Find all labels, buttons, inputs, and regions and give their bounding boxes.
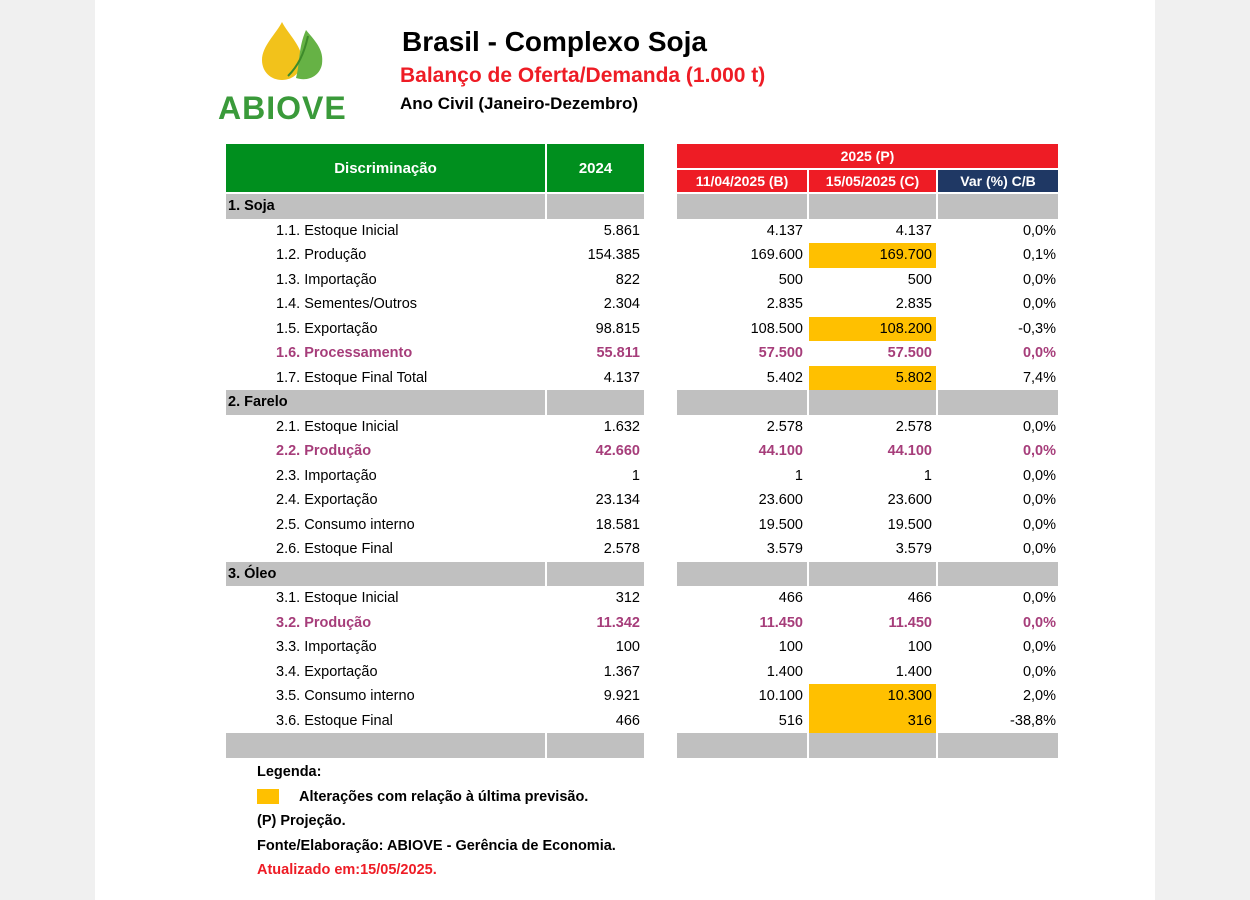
value-b: 57.500	[758, 345, 803, 362]
footer-fill-label	[226, 733, 545, 758]
value-var: 7,4%	[1022, 369, 1056, 386]
value-b: 44.100	[758, 443, 803, 460]
value-b: 23.600	[758, 492, 803, 509]
value-var: -0,3%	[1018, 320, 1056, 337]
row-label: 2.6. Estoque Final	[276, 541, 393, 558]
row-label: 2.3. Importação	[276, 467, 377, 484]
section-fill-b	[677, 562, 807, 587]
table-row	[226, 635, 1058, 660]
value-2024: 100	[615, 639, 640, 656]
value-var: 0,0%	[1022, 492, 1056, 509]
footer-fill-2024	[547, 733, 644, 758]
legend-changes	[257, 785, 616, 810]
value-var: 0,0%	[1022, 345, 1056, 362]
value-c: 44.100	[887, 443, 932, 460]
header-2025: 2025 (P)	[677, 144, 1058, 168]
value-var: 0,0%	[1022, 296, 1056, 313]
table-row	[226, 341, 1058, 366]
value-c: 19.500	[887, 516, 932, 533]
logo-wordmark: ABIOVE	[218, 90, 347, 126]
value-2024: 11.342	[596, 614, 640, 631]
highlight-swatch	[257, 789, 279, 804]
section-fill-var	[938, 390, 1058, 415]
value-c: 500	[907, 271, 932, 288]
row-label: 1.7. Estoque Final Total	[276, 369, 428, 386]
section-fill-var	[938, 562, 1058, 587]
value-2024: 42.660	[595, 443, 640, 460]
row-label: 2.5. Consumo interno	[276, 516, 415, 533]
value-c: 2.578	[895, 418, 932, 435]
value-c: 466	[907, 590, 932, 607]
table-row	[226, 243, 1058, 268]
value-b: 3.579	[766, 541, 803, 558]
footer-fill-var	[938, 733, 1058, 758]
drop-leaf-icon	[258, 20, 328, 84]
row-label: 1.2. Produção	[276, 247, 367, 264]
table-row	[226, 366, 1058, 391]
table-row	[226, 439, 1058, 464]
value-2024: 1.632	[603, 418, 640, 435]
abiove-logo	[218, 20, 358, 126]
value-b: 5.402	[766, 369, 803, 386]
value-var: 0,0%	[1022, 222, 1056, 239]
legend-updated: Atualizado em:15/05/2025.	[257, 862, 437, 879]
value-c: 3.579	[895, 541, 932, 558]
value-var: -38,8%	[1010, 712, 1056, 729]
section-fill-c	[809, 194, 936, 219]
value-b: 500	[778, 271, 803, 288]
value-2024: 2.304	[603, 296, 640, 313]
section-fill-b	[677, 390, 807, 415]
value-b: 516	[778, 712, 803, 729]
value-2024: 4.137	[603, 369, 640, 386]
value-2024: 466	[615, 712, 640, 729]
row-label: 3.1. Estoque Inicial	[276, 590, 399, 607]
value-b: 100	[778, 639, 803, 656]
table-row	[226, 513, 1058, 538]
value-var: 0,0%	[1022, 663, 1056, 680]
value-b: 11.450	[759, 614, 803, 631]
value-b: 10.100	[758, 688, 803, 705]
value-2024: 1	[631, 467, 640, 484]
header-col-c: 15/05/2025 (C)	[809, 170, 936, 192]
value-2024: 23.134	[595, 492, 640, 509]
row-label: 1.5. Exportação	[276, 320, 378, 337]
value-c: 1	[923, 467, 932, 484]
table-row	[226, 415, 1058, 440]
header-col-var: Var (%) C/B	[938, 170, 1058, 192]
row-label: 3.3. Importação	[276, 639, 377, 656]
value-b: 108.500	[750, 320, 803, 337]
section-fill-2024	[547, 390, 644, 415]
legend-source: Fonte/Elaboração: ABIOVE - Gerência de Economia.	[257, 837, 616, 854]
value-var: 0,1%	[1022, 247, 1056, 264]
value-var: 0,0%	[1022, 541, 1056, 558]
section-fill-2024	[547, 562, 644, 587]
value-var: 0,0%	[1022, 467, 1056, 484]
table-row	[226, 660, 1058, 685]
value-c: 57.500	[887, 345, 932, 362]
legend	[257, 760, 616, 883]
value-b: 2.835	[766, 296, 803, 313]
row-label: 2.4. Exportação	[276, 492, 378, 509]
value-b: 1.400	[766, 663, 803, 680]
table-row	[226, 464, 1058, 489]
table-row	[226, 611, 1058, 636]
section-fill-2024	[547, 194, 644, 219]
value-2024: 2.578	[603, 541, 640, 558]
period-label: Ano Civil (Janeiro-Dezembro)	[400, 94, 639, 113]
table-row	[226, 292, 1058, 317]
page-title: Brasil - Complexo Soja	[402, 26, 707, 57]
table-row	[226, 219, 1058, 244]
row-label: 3.4. Exportação	[276, 663, 378, 680]
section-row	[226, 562, 1058, 587]
value-b: 4.137	[766, 222, 803, 239]
value-c: 5.802	[809, 366, 936, 391]
section-fill-var	[938, 194, 1058, 219]
value-2024: 18.581	[595, 516, 640, 533]
balance-table	[226, 194, 1058, 758]
header-discriminacao: Discriminação	[226, 144, 545, 192]
value-c: 11.450	[888, 614, 932, 631]
section-row	[226, 390, 1058, 415]
value-c: 100	[907, 639, 932, 656]
value-2024: 154.385	[587, 247, 640, 264]
row-label: 2.2. Produção	[276, 443, 372, 460]
value-c: 4.137	[895, 222, 932, 239]
value-var: 2,0%	[1022, 688, 1056, 705]
value-var: 0,0%	[1022, 443, 1056, 460]
row-label: 1.1. Estoque Inicial	[276, 222, 399, 239]
legend-title: Legenda:	[257, 764, 322, 781]
section-fill-c	[809, 562, 936, 587]
page-subtitle: Balanço de Oferta/Demanda (1.000 t)	[400, 64, 766, 87]
row-label: 1.6. Processamento	[276, 345, 413, 362]
value-2024: 822	[615, 271, 640, 288]
section-fill-c	[809, 390, 936, 415]
value-2024: 9.921	[603, 688, 640, 705]
legend-changes-text: Alterações com relação à última previsão.	[299, 788, 589, 805]
section-label: 3. Óleo	[226, 562, 545, 587]
header-col-b: 11/04/2025 (B)	[677, 170, 807, 192]
value-c: 2.835	[895, 296, 932, 313]
section-fill-b	[677, 194, 807, 219]
row-label: 2.1. Estoque Inicial	[276, 418, 399, 435]
value-c: 108.200	[809, 317, 936, 342]
table-row	[226, 709, 1058, 734]
value-var: 0,0%	[1022, 614, 1056, 631]
value-var: 0,0%	[1022, 639, 1056, 656]
table-row	[226, 317, 1058, 342]
value-2024: 5.861	[603, 222, 640, 239]
table-row	[226, 684, 1058, 709]
value-b: 169.600	[750, 247, 803, 264]
value-var: 0,0%	[1022, 418, 1056, 435]
value-c: 10.300	[809, 684, 936, 709]
footer-fill-c	[809, 733, 936, 758]
value-c: 316	[809, 709, 936, 734]
value-b: 2.578	[766, 418, 803, 435]
table-row	[226, 488, 1058, 513]
value-b: 1	[794, 467, 803, 484]
table-row	[226, 537, 1058, 562]
section-label: 2. Farelo	[226, 390, 545, 415]
row-label: 1.4. Sementes/Outros	[276, 296, 418, 313]
header-2024: 2024	[547, 144, 644, 192]
value-2024: 1.367	[603, 663, 640, 680]
value-2024: 98.815	[595, 320, 640, 337]
value-var: 0,0%	[1022, 271, 1056, 288]
value-b: 466	[778, 590, 803, 607]
legend-projection: (P) Projeção.	[257, 813, 346, 830]
value-c: 1.400	[895, 663, 932, 680]
row-label: 3.5. Consumo interno	[276, 688, 415, 705]
table-row	[226, 586, 1058, 611]
footer-fill-b	[677, 733, 807, 758]
section-row	[226, 194, 1058, 219]
row-label: 1.3. Importação	[276, 271, 377, 288]
footer-row	[226, 733, 1058, 758]
row-label: 3.2. Produção	[276, 614, 372, 631]
value-c: 169.700	[809, 243, 936, 268]
section-label: 1. Soja	[226, 194, 545, 219]
value-var: 0,0%	[1022, 590, 1056, 607]
value-b: 19.500	[758, 516, 803, 533]
value-var: 0,0%	[1022, 516, 1056, 533]
table-row	[226, 268, 1058, 293]
value-c: 23.600	[887, 492, 932, 509]
row-label: 3.6. Estoque Final	[276, 712, 393, 729]
value-2024: 55.811	[596, 345, 640, 362]
value-2024: 312	[615, 590, 640, 607]
